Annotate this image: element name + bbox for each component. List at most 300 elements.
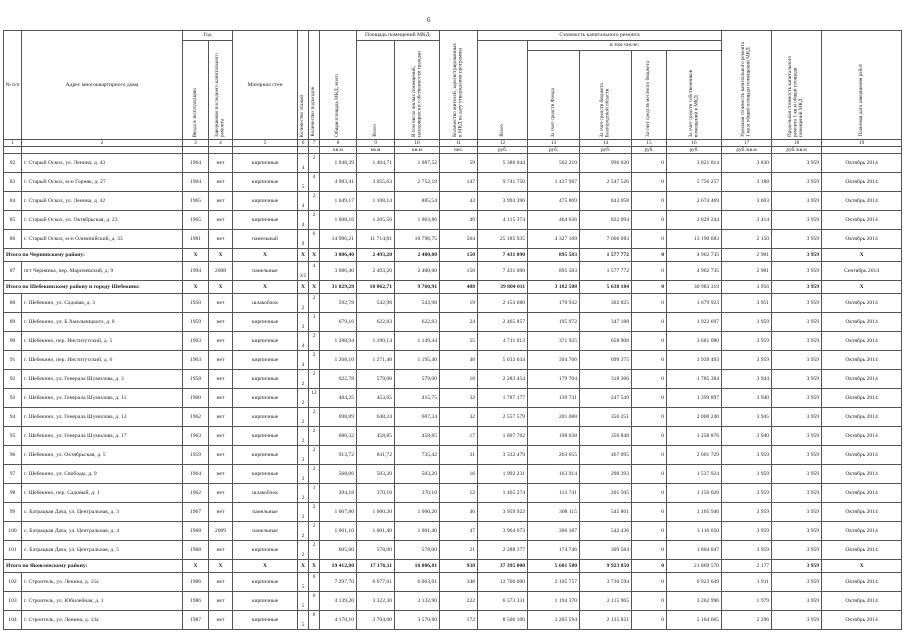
data-cell: 3 939 493 [667,351,722,370]
page-number: 6 [427,16,431,24]
data-cell: 2 153 680 [478,294,528,313]
data-cell: 564 [440,230,478,249]
data-cell: 3 940 [722,389,772,408]
subtotal-cell: X [233,560,298,573]
data-cell: кирпичные [233,465,298,484]
data-cell: 3 993 396 [478,192,528,211]
capital-repair-register-table [3,30,902,630]
data-cell: 3 959 [772,173,822,192]
data-cell: 453,65 [357,389,395,408]
subtotal-cell: 2 177 [722,560,772,573]
data-cell: 94 [4,408,22,427]
data-cell: 2 [309,408,320,427]
data-cell: 6 677,61 [357,573,395,592]
data-cell: 679,16 [320,313,357,332]
header-floors: Количество этажей [298,31,309,140]
data-cell: 0 [632,173,667,192]
data-cell: 3 959 [772,427,822,446]
data-cell: 12 760 000 [478,573,528,592]
subtotal-cell: 5 638 184 [580,281,632,294]
data-cell: нет [209,154,233,173]
data-cell: 18 [440,370,478,389]
header-deadline: Плановая дата завершения работ [822,31,902,140]
table-body [4,140,902,630]
data-cell: 3 116 050 [667,522,722,541]
data-cell: 179 704 [528,370,580,389]
data-cell: 4 [298,211,309,230]
data-cell: 0 [632,192,667,211]
subtotal-row [4,249,902,262]
table-row [4,154,902,173]
data-cell: 622,83 [395,313,440,332]
data-cell: 2 [298,484,309,503]
data-cell: кирпичные [233,408,298,427]
data-cell: 3 [298,313,309,332]
units-row-cell: руб. [580,147,632,154]
data-cell: нет [209,611,233,630]
data-cell: 2 829 244 [667,211,722,230]
data-cell: кирпичные [233,332,298,351]
data-cell: 347 188 [580,313,632,332]
table-row [4,484,902,503]
data-cell: 32 [440,408,478,427]
data-cell: панельные [233,522,298,541]
column-number-row-cell: 19 [822,140,902,147]
data-cell: 1 948,39 [320,154,357,173]
header-premises-area: Площадь помещений МКД: [357,31,440,41]
data-cell: 3 959 [772,522,822,541]
data-cell: 467 095 [580,446,632,465]
data-cell: 3 188 [722,173,772,192]
subtotal-cell: 7 431 090 [478,249,528,262]
subtotal-cell: 895 583 [528,249,580,262]
data-cell: кирпичные [233,173,298,192]
data-cell: 1 979 [722,592,772,611]
address-cell: г. Шебекино, ул. Генерала Шумилова, д. 12 [22,408,183,427]
data-cell: 32 [440,389,478,408]
data-cell: нет [209,592,233,611]
units-row [4,147,902,154]
data-cell: 370,10 [395,484,440,503]
data-cell: 3 704,00 [357,611,395,630]
data-cell: 1959 [183,446,209,465]
header-walls: Материал стен [233,31,298,140]
data-cell: 699 375 [580,351,632,370]
data-cell: 0 [632,522,667,541]
column-number-row-cell: 10 [395,140,440,147]
data-cell: 1 150 028 [667,484,722,503]
data-cell: 458,85 [357,427,395,446]
data-cell: 2 [309,446,320,465]
units-row-cell [183,147,209,154]
data-cell: шлакоблок [233,294,298,313]
data-cell: 3 959 922 [478,503,528,522]
data-cell: 21 [440,541,478,560]
data-cell: 0 [632,211,667,230]
subtotal-cell: X [298,281,309,294]
data-cell: 31 [440,446,478,465]
data-cell: кирпичные [233,154,298,173]
data-cell: 1964 [183,154,209,173]
data-cell: Октябрь 2014 [822,332,902,351]
data-cell: 7 666 083 [580,230,632,249]
data-cell: 5 033 634 [478,351,528,370]
data-cell: 2 135 851 [580,611,632,630]
data-cell: 91 [4,351,22,370]
data-cell: 9 741 750 [478,173,528,192]
address-cell: г. Шебекино, ул. Б.Хмельницкого, д. 8 [22,313,183,332]
data-cell: 1965 [183,211,209,230]
data-cell: 150 [440,262,478,281]
data-cell: 464 036 [528,211,580,230]
data-cell: 2 [298,503,309,522]
table-row [4,408,902,427]
data-cell: 1 194 370 [528,592,580,611]
data-cell: кирпичные [233,611,298,630]
data-cell: панельные [233,262,298,281]
data-cell: 3 959 [772,503,822,522]
data-cell: 475 869 [528,192,580,211]
data-cell: 1963 [183,332,209,351]
subtotal-cell: X [183,281,209,294]
column-number-row-cell: 18 [772,140,822,147]
data-cell: 1986 [183,573,209,592]
units-row-cell: руб. [528,147,580,154]
table-row [4,522,902,541]
data-cell: 0 [632,332,667,351]
data-cell: 0 [632,484,667,503]
data-cell: 1 061,10 [320,522,357,541]
data-cell: 3 322,30 [357,592,395,611]
data-cell: 2 493,20 [357,262,395,281]
data-cell: 579,00 [395,370,440,389]
data-cell: 1 067,80 [320,503,357,522]
subtotal-cell: 938 [440,560,478,573]
data-cell: Октябрь 2014 [822,427,902,446]
table-row [4,332,902,351]
data-cell: 648,24 [357,408,395,427]
data-cell: 1 001,40 [357,522,395,541]
subtotal-label: Итого по Шебекинскому району и городу Шебекино: [4,281,183,294]
data-cell: 3 940 [722,427,772,446]
data-cell: 1962 [183,408,209,427]
data-cell: 93 [4,389,22,408]
data-cell: 1968 [183,522,209,541]
units-row-cell: руб./кв.м [772,147,822,154]
column-number-row-cell: 15 [632,140,667,147]
data-cell: 1 271,40 [357,351,395,370]
data-cell: 3 959 [772,370,822,389]
data-cell: 1994 [183,262,209,281]
data-cell: 1 608,16 [320,211,357,230]
data-cell: 458,85 [395,427,440,446]
data-cell: 4 [298,351,309,370]
column-number-row-cell: 5 [233,140,298,147]
data-cell: 3 959 [772,262,822,281]
data-cell: 996 620 [580,154,632,173]
data-cell: 686,32 [320,427,357,446]
header-total-area: Общая площадь МКД, всего [320,31,357,140]
data-cell: 503,20 [395,465,440,484]
data-cell: 2 [298,408,309,427]
data-cell: Октябрь 2014 [822,522,902,541]
subtotal-cell: 2 493,20 [357,249,395,262]
data-cell: 2 105 757 [528,573,580,592]
units-row-cell [4,147,22,154]
subtotal-label: Итого по Яковлевскому району: [4,560,183,573]
header-unit-cost: Удельная стоимость капитального ремонта 1 кв.м общей площади помещений МКД [722,31,772,140]
data-cell: 542,98 [357,294,395,313]
data-cell: 1 205,56 [357,211,395,230]
data-cell: 88 [4,294,22,313]
subtotal-cell: 3 959 [772,281,822,294]
data-cell: 622,83 [357,313,395,332]
data-cell: 2 [309,332,320,351]
data-cell: 113 741 [528,484,580,503]
data-cell: 1 922 697 [667,313,722,332]
address-cell: г. Шебекино, пер. Садовый, д. 1 [22,484,183,503]
data-cell: нет [209,446,233,465]
subtotal-cell: 21 869 570 [667,560,722,573]
data-cell: 1 537 924 [667,465,722,484]
address-cell: г. Шебекино, ул. Октябрьская, д. 5 [22,446,183,465]
data-cell: Октябрь 2014 [822,230,902,249]
data-cell: 2 [309,370,320,389]
data-cell: 3 959 [772,192,822,211]
data-cell: 1968 [183,541,209,560]
data-cell: 3 414 [722,211,772,230]
data-cell: 2 674 469 [667,192,722,211]
header-year-repair: Завершение последнего капитального ремонта [209,41,233,140]
data-cell: 59 [440,154,478,173]
header-year-built: Ввода в эксплуатацию [183,41,209,140]
data-cell: 2 752,19 [395,173,440,192]
data-cell: 2 465 857 [478,313,528,332]
data-cell: 201 505 [580,484,632,503]
units-row-cell [298,147,309,154]
header-owners: За счет средств собственников помещений в МКД [667,50,722,139]
data-cell: нет [209,389,233,408]
data-cell: 2008 [209,262,233,281]
data-cell: 1 190,14 [357,332,395,351]
data-cell: 622,78 [320,370,357,389]
subtotal-cell: 3 959 [772,560,822,573]
data-cell: 5 380 044 [478,154,528,173]
data-cell: 5 164 665 [667,611,722,630]
units-row-cell: кв.м [357,147,395,154]
subtotal-cell: 1 577 772 [580,249,632,262]
data-cell: 92 [4,370,22,389]
data-cell: 3 959 [772,332,822,351]
data-cell: 3 132,90 [395,592,440,611]
subtotal-cell: 4 962 735 [667,249,722,262]
data-cell: 1964 [183,465,209,484]
data-cell: 348 [440,573,478,592]
header-year: Год [183,31,233,41]
data-cell: Октябрь 2014 [822,389,902,408]
data-cell: 3 959 [772,541,822,560]
data-cell: 99 [4,503,22,522]
data-cell: 43 [440,192,478,211]
subtotal-label: Итого по Чернянскому району: [4,249,183,262]
units-row-cell: руб./кв.м [722,147,772,154]
table-row [4,573,902,592]
data-cell: 3 944 [722,370,772,389]
data-cell: Октябрь 2014 [822,192,902,211]
data-cell: 3 959 [772,446,822,465]
data-cell: шлакоблок [233,484,298,503]
data-cell: 6 063,01 [395,573,440,592]
table-row [4,446,902,465]
data-cell: 841,72 [357,446,395,465]
table-row [4,427,902,446]
data-cell: 198 038 [528,427,580,446]
units-row-cell: руб. [478,147,528,154]
data-cell: 98 [4,484,22,503]
data-cell: 543,98 [395,294,440,313]
subtotal-cell: 30 983 319 [667,281,722,294]
data-cell: 2 547 526 [580,173,632,192]
data-cell: 3 959 [772,573,822,592]
subtotal-cell: X [209,249,233,262]
data-cell: нет [209,332,233,351]
subtotal-cell: X [183,560,209,573]
subtotal-cell: 17 176,11 [357,560,395,573]
data-cell: 3 730 594 [580,573,632,592]
column-number-row-cell: 9 [357,140,395,147]
data-cell: 3 959 [772,611,822,630]
data-cell: 16 [440,465,478,484]
data-cell: 1 404,71 [357,154,395,173]
data-cell: нет [209,503,233,522]
address-cell: г. Шебекино, ул. Генерала Шумилова, д. 11 [22,389,183,408]
address-cell: г. Шебекино, ул. Генерала Шумилова, д. 3 [22,370,183,389]
data-cell: 1 195,40 [395,351,440,370]
subtotal-row [4,560,902,573]
data-cell: 174 746 [528,541,580,560]
data-cell: 0 [632,427,667,446]
data-cell: 7 431 090 [478,262,528,281]
data-cell: 4 [298,154,309,173]
data-cell: Октябрь 2014 [822,211,902,230]
data-cell: 17 [440,427,478,446]
data-cell: 350 848 [580,427,632,446]
units-row-cell [822,147,902,154]
subtotal-cell: X [209,560,233,573]
data-cell: 822 094 [580,211,632,230]
data-cell: 1962 [183,484,209,503]
table-row [4,294,902,313]
data-cell: 3 [298,446,309,465]
data-cell: нет [209,573,233,592]
subtotal-cell: X [822,560,902,573]
data-cell: 503,20 [357,465,395,484]
data-cell: 4 139,20 [320,592,357,611]
column-number-row-cell: 3 [183,140,209,147]
data-cell: 139 731 [528,389,580,408]
data-cell: 12 [309,389,320,408]
data-cell: 1 205 594 [528,611,580,630]
data-cell: 1 911 [722,573,772,592]
subtotal-cell: X [822,249,902,262]
subtotal-cell: X [233,249,298,262]
address-cell: г. Шебекино, ул. Генерала Шумилова, д. 17 [22,427,183,446]
table-row [4,230,902,249]
data-cell: 3 959 [722,313,772,332]
data-cell: 2 [298,294,309,313]
data-cell: 605,60 [320,541,357,560]
data-cell: панельный [233,230,298,249]
table-row [4,611,902,630]
data-cell: 2 [309,351,320,370]
data-cell: кирпичные [233,370,298,389]
data-cell: нет [209,192,233,211]
data-cell: 14 996,21 [320,230,357,249]
data-cell: 5 [298,573,309,592]
data-cell: 415,75 [395,389,440,408]
units-row-cell [209,147,233,154]
data-cell: 1963 [183,351,209,370]
address-cell: г. Старый Оскол, ул. Октябрьская, д. 23 [22,211,183,230]
data-cell: 3 959 [722,484,772,503]
data-cell: Октябрь 2014 [822,592,902,611]
data-cell: кирпичные [233,389,298,408]
table-row [4,370,902,389]
subtotal-cell: 10 062,71 [357,281,395,294]
subtotal-cell: 5 601 580 [528,560,580,573]
data-cell: 0 [632,446,667,465]
data-cell: кирпичные [233,427,298,446]
data-cell: 302 825 [580,294,632,313]
data-cell: 1 000,20 [395,503,440,522]
data-cell: 5 [298,173,309,192]
subtotal-cell: 31 029,28 [320,281,357,294]
subtotal-cell: X [183,249,209,262]
data-cell: 83 [4,173,22,192]
data-cell: 55 [440,332,478,351]
data-cell: нет [209,370,233,389]
data-cell: 2 601 729 [667,446,722,465]
data-cell: 0 [632,465,667,484]
data-cell: 8 506 100 [478,611,528,630]
data-cell: 1 108,14 [357,192,395,211]
data-cell: 885,54 [395,192,440,211]
data-cell: 5 [298,592,309,611]
data-cell: 1 804 047 [667,541,722,560]
data-cell: 735,42 [395,446,440,465]
data-cell: 698,89 [320,408,357,427]
data-cell: 3 055,63 [357,173,395,192]
data-cell: 5 756 257 [667,173,722,192]
subtotal-cell: X [309,249,320,262]
data-cell: 371 925 [528,332,580,351]
data-cell: 1 399 897 [667,389,722,408]
data-cell: 578,00 [395,541,440,560]
data-cell: 24 [440,313,478,332]
header-address: Адрес многоквартирного дома [22,31,183,140]
data-cell: 0 [632,408,667,427]
data-cell: 308 115 [528,503,580,522]
data-cell: 1 [309,484,320,503]
data-cell: нет [209,173,233,192]
data-cell: 1 807 762 [478,427,528,446]
data-cell: 4 [298,192,309,211]
data-cell: 263 655 [528,446,580,465]
units-row-cell [22,147,183,154]
column-number-row-cell: 6 [298,140,309,147]
data-cell: Октябрь 2014 [822,484,902,503]
address-cell: г. Строитель, ул. Ленина, д. 13а [22,611,183,630]
